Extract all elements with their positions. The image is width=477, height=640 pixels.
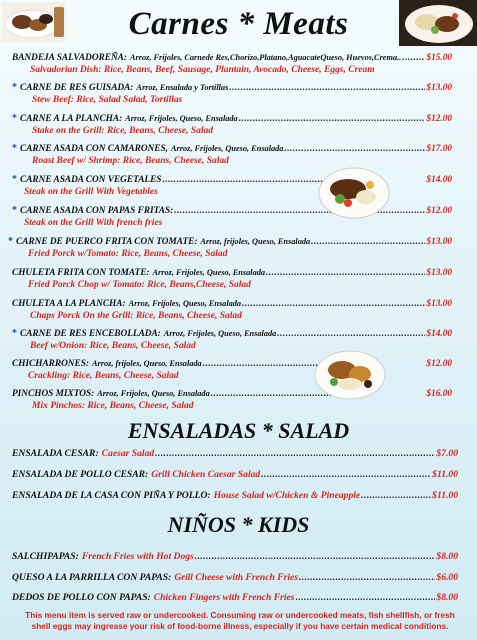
menu-item-name: CARNE DE PUERCO FRITA CON TOMATE:	[16, 237, 198, 247]
menu-item-ingredients: Arroz, Ensalada y Tortillas	[136, 83, 229, 92]
menu-item-price: $8.00	[436, 592, 458, 603]
star-bullet-icon: *	[12, 328, 17, 339]
disclaimer-line-1: This menu item is served raw or undercooked. Consuming raw or undercooked meats, fish shellfish, or fresh	[25, 610, 455, 620]
menu-item-row	[12, 113, 452, 125]
dot-leader	[311, 237, 425, 248]
menu-item-english-description: Crackling: Rice, Beans, Cheese, Salad	[28, 371, 179, 381]
dot-leader	[261, 470, 431, 481]
star-bullet-icon: *	[12, 205, 17, 216]
menu-item-price: $13.00	[426, 268, 452, 278]
menu-item-name: CARNE ASADA CON PAPAS FRITAS:	[20, 206, 174, 216]
star-bullet-icon: *	[12, 174, 17, 185]
star-bullet-icon: *	[12, 143, 17, 154]
menu-item-name: CHULETA A LA PLANCHA:	[12, 299, 126, 309]
menu-item-name: CARNE A LA PLANCHA:	[20, 114, 123, 124]
dot-leader	[195, 552, 436, 563]
menu-item-row	[12, 572, 458, 584]
menu-item-price: $13.00	[426, 299, 452, 309]
menu-item-price: $6.00	[436, 572, 458, 583]
menu-item-name: CHULETA FRITA CON TOMATE:	[12, 268, 150, 278]
dot-leader	[242, 299, 425, 310]
menu-item-row	[12, 469, 458, 481]
menu-item-name: CHICHARRONES:	[12, 359, 89, 369]
dish-photo-chicharrones	[314, 350, 386, 400]
dot-leader	[229, 83, 425, 94]
menu-item-row	[12, 82, 452, 94]
disclaimer-line-2: shell eggs may ingrease your risk of food-borne illness, especially if you have certain medical conditions.	[31, 621, 449, 631]
menu-item-english-description: Fried Porck Chop w/ Tomato: Rice, Beans,Cheese, Salad	[28, 280, 251, 290]
salad-section-title: ENSALADAS * SALAD	[127, 418, 350, 443]
menu-item-english-description: Chaps Porck On the Grill: Rice, Beans, Cheese, Salad	[30, 311, 242, 321]
menu-item-price: $11.00	[432, 490, 458, 501]
menu-item-row	[12, 358, 452, 370]
dot-leader	[402, 53, 425, 64]
menu-item-name: SALCHIPAPAS:	[12, 551, 79, 562]
meats-section-title: Carnes * Meats	[128, 6, 349, 42]
menu-item-row	[12, 551, 458, 563]
menu-item-name: ENSALADA CESAR:	[12, 448, 99, 459]
menu-item-name: BANDEJA SALVADOREÑA:	[12, 53, 127, 63]
menu-item-english-description: Chicken Fingers with French Fries	[153, 592, 295, 603]
dot-leader	[296, 593, 436, 604]
menu-item-english-description: Steak on the Grill With Vegetables	[24, 187, 158, 197]
dot-leader	[266, 268, 425, 279]
menu-item-row	[12, 52, 452, 64]
menu-item-price: $15.00	[426, 53, 452, 63]
dot-leader	[277, 329, 425, 340]
menu-item-ingredients: Arroz, Frijoles, Queso, Ensalada	[125, 114, 238, 123]
menu-item-price: $7.00	[436, 448, 458, 459]
menu-item-name: CARNE DE RES GUISADA:	[20, 83, 134, 93]
menu-item-row	[12, 592, 458, 604]
menu-item-english-description: Stake on the Grill: Rice, Beans, Cheese, Salad	[32, 126, 214, 136]
menu-item-name: CARNE ASADA CON CAMARONES,	[20, 144, 168, 154]
menu-item-english-description: House Salad w/Chicken & Pineapple	[213, 490, 361, 501]
menu-item-price: $12.00	[426, 114, 452, 124]
kids-section-title: NIÑOS * KIDS	[167, 512, 310, 537]
dot-leader	[174, 206, 425, 217]
menu-item-name: CARNE DE RES ENCEBOLLADA:	[20, 329, 161, 339]
menu-item-price: $14.00	[426, 175, 452, 185]
star-bullet-icon: *	[8, 236, 13, 247]
menu-item-price: $12.00	[426, 206, 452, 216]
menu-item-name: CARNE ASADA CON VEGETALES	[20, 175, 162, 185]
menu-item-price: $17.00	[426, 144, 452, 154]
menu-item-row	[8, 236, 452, 248]
menu-item-price: $13.00	[426, 83, 452, 93]
menu-item-row	[12, 490, 458, 502]
dish-photo-vegetales	[318, 167, 390, 219]
menu-item-price: $13.00	[426, 237, 452, 247]
menu-item-english-description: Caesar Salad	[101, 448, 155, 459]
dot-leader	[155, 449, 435, 460]
menu-item-name: DEDOS DE POLLO CON PAPAS:	[12, 592, 151, 603]
menu-item-price: $16.00	[426, 389, 452, 399]
menu-item-row	[12, 298, 452, 310]
dot-leader	[299, 573, 435, 584]
menu-item-ingredients: Arroz, Frijoles, Queso, Ensalada	[128, 299, 242, 308]
menu-item-ingredients: Arroz, Frijoles, Queso, Ensalada	[170, 144, 284, 153]
dish-photo-top-right	[399, 0, 477, 46]
star-bullet-icon: *	[12, 82, 17, 93]
menu-item-name: ENSALADA DE LA CASA CON PIÑA Y POLLO:	[12, 490, 211, 501]
menu-item-name: QUESO A LA PARRILLA CON PAPAS:	[12, 572, 172, 583]
menu-item-english-description: Grill Chicken Caesar Salad	[151, 469, 261, 480]
menu-item-ingredients: Arroz, Frijoles, Carnede Res,Chorizo,Platano,AguacateQueso, Huevos,Crema..	[129, 53, 402, 62]
menu-item-ingredients: Arroz, Frijoles, Queso, Ensalada	[97, 389, 210, 398]
menu-item-english-description: Beef w/Onion: Rice, Beans, Cheese, Salad	[30, 341, 196, 351]
menu-item-ingredients: Arroz, Frijoles, Queso, Ensalada	[152, 268, 266, 277]
menu-item-english-description: Fried Porck w/Tomato: Rice, Beans, Cheese, Salad	[28, 249, 228, 259]
menu-item-english-description: French Fries with Hot Dogs	[81, 551, 194, 562]
food-safety-disclaimer	[14, 610, 466, 632]
menu-item-english-description: Steak on the Grill With french fries	[24, 218, 163, 228]
menu-item-english-description: Salvadorian Dish: Rice, Beans, Beef, Sausage, Plantain, Avocado, Cheese, Eggs, Cream	[30, 65, 375, 75]
menu-item-row	[12, 205, 452, 217]
menu-item-row	[12, 143, 452, 155]
menu-item-ingredients: Arroz, Frijoles, Queso, Ensalada	[163, 329, 277, 338]
menu-item-price: $8.00	[436, 551, 458, 562]
menu-item-name: ENSALADA DE POLLO CESAR:	[12, 469, 149, 480]
menu-item-price: $14.00	[426, 329, 452, 339]
dot-leader	[239, 114, 426, 125]
menu-item-ingredients: Arroz, frijoles, Queso, Ensalada	[91, 359, 202, 368]
menu-item-row	[12, 448, 458, 460]
menu-item-price: $11.00	[432, 469, 458, 480]
menu-item-row	[12, 328, 452, 340]
menu-item-ingredients: Arroz, frijoles, Queso, Ensalada	[200, 237, 311, 246]
menu-item-english-description: Mix Pinchos: Rice, Beans, Cheese, Salad	[32, 401, 194, 411]
menu-item-english-description: Roast Beef w/ Shrimp: Rice, Beans, Cheese, Salad	[32, 156, 229, 166]
menu-item-name: PINCHOS MIXTOS:	[12, 389, 95, 399]
menu-item-english-description: Stew Beef: Rice, Salad Salad, Tortillas	[32, 95, 183, 105]
dish-photo-top-left	[2, 2, 66, 42]
menu-item-row	[12, 388, 452, 400]
menu-item-row	[12, 267, 452, 279]
star-bullet-icon: *	[12, 113, 17, 124]
dot-leader	[284, 144, 425, 155]
menu-item-english-description: Grill Cheese with French Fries	[174, 572, 298, 583]
dot-leader	[361, 491, 431, 502]
menu-item-price: $12.00	[426, 359, 452, 369]
